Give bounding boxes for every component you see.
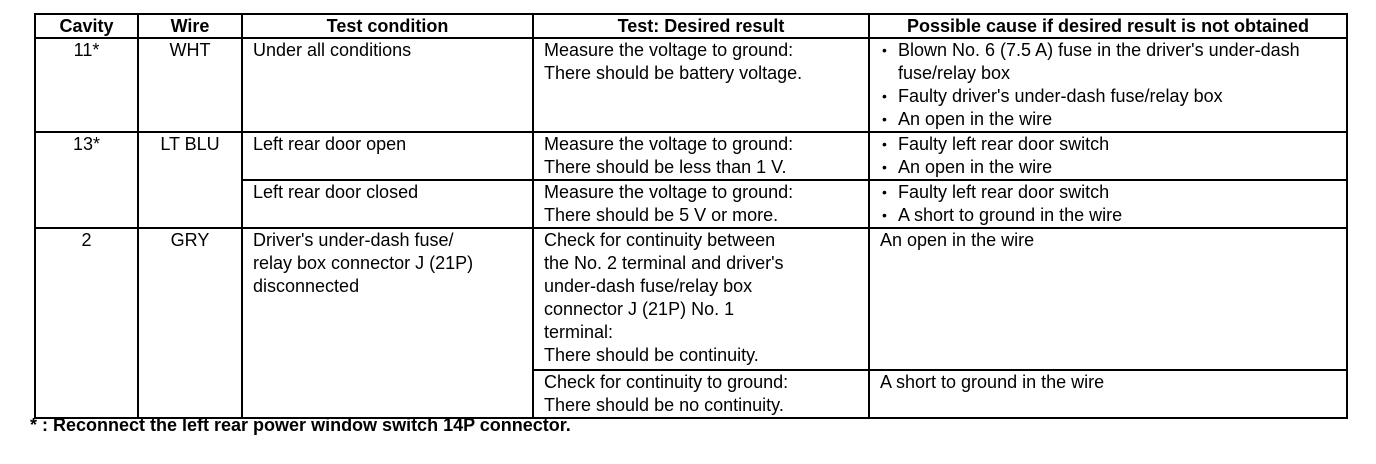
condition-cell: Left rear door closed: [242, 180, 533, 228]
cavity-cell: 13*: [35, 132, 138, 228]
result-cell: Measure the voltage to ground: There should be 5 V or more.: [533, 180, 869, 228]
cause-item: • Faulty driver's under-dash fuse/relay box: [880, 85, 1336, 108]
wire-cell: LT BLU: [138, 132, 242, 228]
table-row: [35, 228, 1347, 370]
condition-cell: Under all conditions: [242, 38, 533, 132]
header-possible-cause: Possible cause if desired result is not obtained: [869, 14, 1347, 38]
result-cell: Check for continuity between the No. 2 terminal and driver's under-dash fuse/relay box connector J (21P) No. 1 terminal: There should be continuity.: [533, 228, 869, 370]
wire-cell: GRY: [138, 228, 242, 418]
table-header-row: [35, 14, 1347, 38]
cause-item: • An open in the wire: [880, 108, 1336, 131]
table-row: [35, 132, 1347, 180]
cause-cell: [869, 38, 1347, 132]
result-cell: Check for continuity to ground: There should be no continuity.: [533, 370, 869, 418]
cause-cell: [869, 180, 1347, 228]
wire-cell: WHT: [138, 38, 242, 132]
cause-cell: An open in the wire: [869, 228, 1347, 370]
header-desired-result: Test: Desired result: [533, 14, 869, 38]
cause-item: • A short to ground in the wire: [880, 204, 1336, 227]
table-row: [35, 38, 1347, 132]
cause-item: • Faulty left rear door switch: [880, 133, 1336, 156]
result-cell: Measure the voltage to ground: There should be less than 1 V.: [533, 132, 869, 180]
result-cell: Measure the voltage to ground: There should be battery voltage.: [533, 38, 869, 132]
cause-item: • An open in the wire: [880, 156, 1336, 179]
cause-list: [880, 181, 1336, 227]
cause-list: [880, 133, 1336, 179]
condition-cell: Driver's under-dash fuse/ relay box connector J (21P) disconnected: [242, 228, 533, 418]
footnote: * : Reconnect the left rear power window switch 14P connector.: [30, 415, 571, 435]
cause-item: • Faulty left rear door switch: [880, 181, 1336, 204]
cause-item: • Blown No. 6 (7.5 A) fuse in the driver's under-dash fuse/relay box: [880, 39, 1336, 85]
cause-cell: [869, 132, 1347, 180]
cavity-cell: 2: [35, 228, 138, 418]
cause-list: [880, 39, 1336, 131]
header-test-condition: Test condition: [242, 14, 533, 38]
wiring-test-table: [34, 13, 1348, 419]
cause-cell: A short to ground in the wire: [869, 370, 1347, 418]
header-wire: Wire: [138, 14, 242, 38]
cavity-cell: 11*: [35, 38, 138, 132]
header-cavity: Cavity: [35, 14, 138, 38]
condition-cell: Left rear door open: [242, 132, 533, 180]
